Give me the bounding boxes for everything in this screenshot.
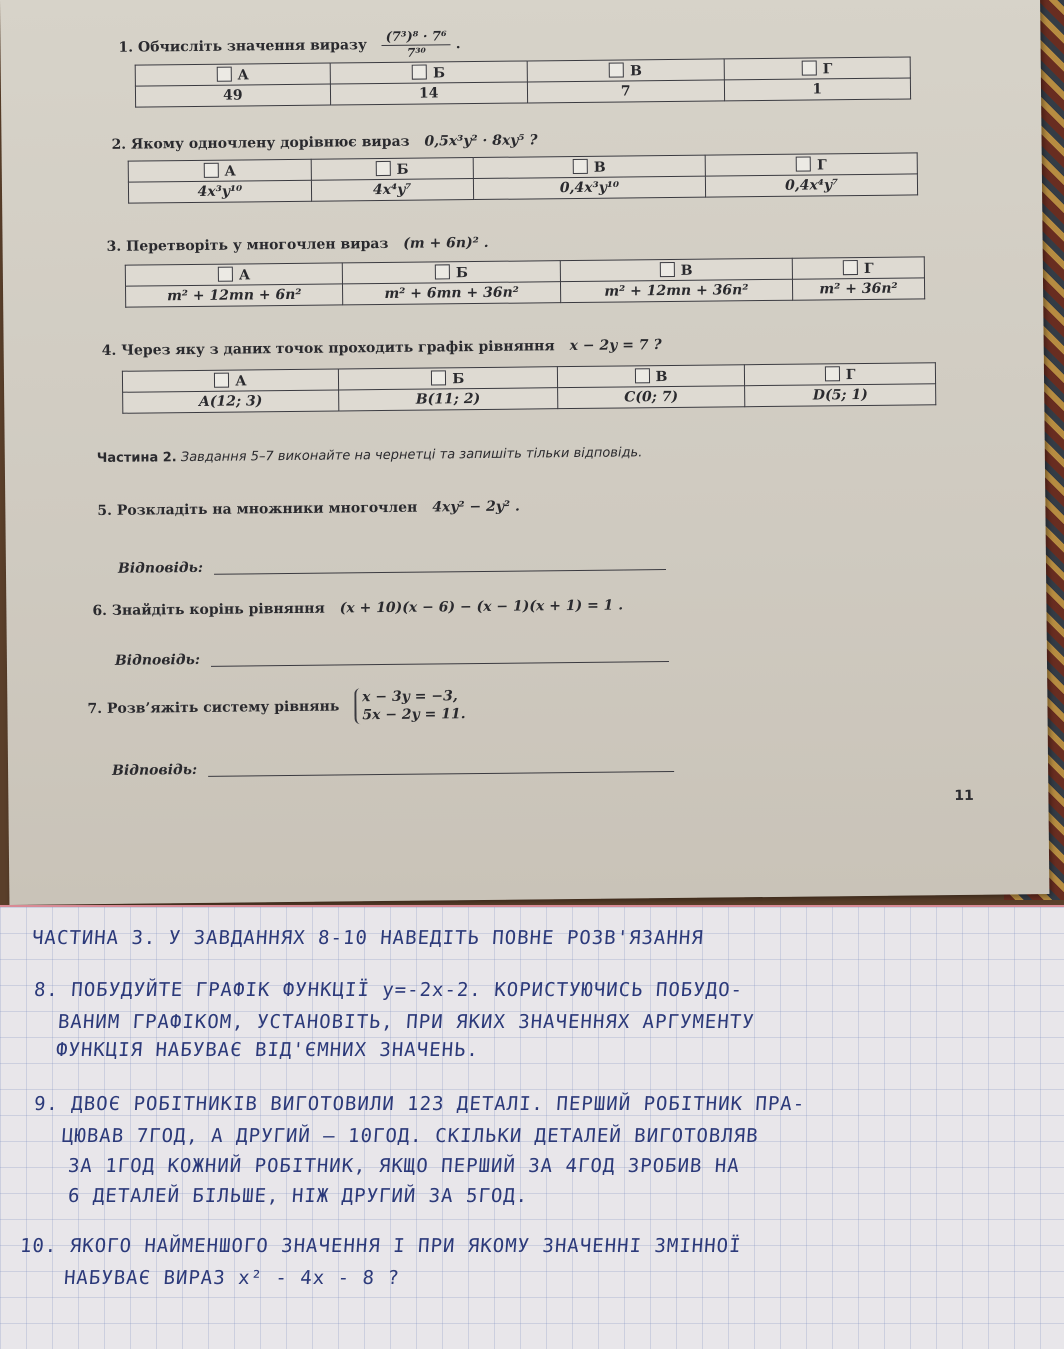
equation-1: x − 3y = −3, — [362, 688, 458, 706]
option-d-value: 1 — [724, 78, 911, 101]
option-letter: А — [238, 266, 251, 284]
question-2 — [111, 132, 537, 152]
option-letter: А — [235, 372, 247, 390]
option-b-header[interactable] — [311, 158, 473, 181]
checkbox-c[interactable] — [573, 158, 588, 173]
checkbox-d[interactable] — [825, 366, 840, 381]
checkbox-a[interactable] — [214, 372, 229, 387]
question-8-line-1: 8. ПОБУДУЙТЕ ГРАФІК ФУНКЦІЇ y=-2x-2. КОРИСТУЮЧИСЬ ПОБУДО- — [33, 979, 744, 1001]
question-5 — [97, 499, 520, 519]
option-b-value: 4x⁴y⁷ — [311, 179, 473, 202]
option-a-value: A(12; 3) — [123, 390, 339, 413]
question-1-label: 1. Обчисліть значення виразу — [118, 37, 367, 56]
option-c-value: 0,4x³y¹⁰ — [473, 176, 706, 199]
option-c-value: m² + 12mn + 36n² — [560, 279, 792, 302]
option-c-value: C(0; 7) — [557, 386, 745, 409]
question-6-expression: (x + 10)(x − 6) − (x − 1)(x + 1) = 1 . — [339, 597, 624, 617]
answer-line[interactable] — [208, 771, 674, 777]
part-2-instructions: Завдання 5–7 виконайте на чернетці та запишіть тільки відповідь. — [176, 445, 643, 466]
part-2-label: Частина 2. — [96, 450, 177, 467]
question-6 — [92, 598, 623, 620]
checkbox-a[interactable] — [216, 66, 231, 81]
checkbox-a[interactable] — [218, 266, 233, 281]
part-2-heading — [97, 445, 643, 466]
question-1-fraction — [382, 29, 451, 60]
option-c-header[interactable] — [473, 155, 706, 178]
checkbox-b[interactable] — [435, 264, 450, 279]
question-3 — [107, 235, 489, 255]
option-d-value: D(5; 1) — [745, 384, 936, 407]
option-b-header[interactable] — [343, 261, 561, 284]
option-a-value: m² + 12mn + 6n² — [126, 284, 344, 307]
question-6-label: 6. Знайдіть корінь рівняння — [92, 600, 325, 620]
option-letter: А — [237, 66, 249, 84]
option-letter: Б — [452, 370, 465, 387]
option-letter: Г — [822, 60, 833, 77]
checkbox-c[interactable] — [609, 62, 624, 77]
checkbox-b[interactable] — [431, 370, 446, 385]
option-letter: Г — [863, 260, 874, 277]
checkbox-c[interactable] — [634, 368, 649, 383]
answer-label: Відповідь: — [114, 651, 201, 669]
option-d-value: m² + 36n² — [792, 278, 924, 300]
option-d-header[interactable] — [705, 153, 917, 176]
option-letter: Б — [432, 64, 446, 81]
option-b-header[interactable] — [330, 61, 527, 84]
option-letter: Г — [816, 156, 827, 173]
option-a-header[interactable] — [135, 63, 330, 86]
option-letter: Б — [455, 264, 468, 281]
option-d-header[interactable] — [724, 57, 911, 80]
checkbox-d[interactable] — [802, 60, 817, 75]
option-a-header[interactable] — [128, 159, 311, 182]
question-1-tail: . — [455, 36, 461, 53]
option-letter: Б — [396, 161, 409, 178]
question-2-label: 2. Якому одночлену дорівнює вираз — [111, 133, 410, 153]
question-9-line-1: 9. ДВОЄ РОБІТНИКІВ ВИГОТОВИЛИ 123 ДЕТАЛІ. ПЕРШИЙ РОБІТНИК ПРА- — [33, 1093, 806, 1115]
option-a-header[interactable] — [125, 263, 343, 286]
question-3-label: 3. Перетворіть у многочлен вираз — [106, 235, 389, 255]
option-letter: В — [680, 262, 693, 279]
fraction-numerator: (7³)⁸ · 7⁶ — [382, 29, 451, 46]
checkbox-a[interactable] — [203, 162, 218, 177]
question-4-label: 4. Через яку з даних точок проходить графік рівняння — [101, 338, 555, 359]
checkbox-b[interactable] — [375, 160, 390, 175]
option-c-header[interactable] — [557, 365, 745, 388]
answer-label: Відповідь: — [111, 761, 198, 779]
question-8-line-3: ФУНКЦІЯ НАБУВАЄ ВІД'ЄМНИХ ЗНАЧЕНЬ. — [55, 1039, 480, 1061]
answer-7[interactable] — [112, 762, 197, 779]
option-c-header[interactable] — [527, 59, 724, 82]
question-4 — [102, 337, 662, 359]
question-2-expression: 0,5x³y² · 8xy⁵ ? — [424, 132, 538, 150]
option-letter: Г — [845, 366, 856, 383]
question-5-expression: 4xy² − 2y² . — [432, 498, 520, 516]
question-7 — [87, 687, 465, 727]
question-1 — [118, 29, 460, 63]
option-d-value: 0,4x⁴y⁷ — [706, 174, 918, 197]
fraction-denominator: 7³⁰ — [406, 45, 426, 60]
question-8-line-2: ВАНИМ ГРАФІКОМ, УСТАНОВІТЬ, ПРИ ЯКИХ ЗНАЧЕННЯХ АРГУМЕНТУ — [57, 1011, 756, 1033]
question-5-label: 5. Розкладіть на множники многочлен — [97, 499, 418, 520]
question-9-line-2: ЦЮВАВ 7ГОД, А ДРУГИЙ — 10ГОД. СКІЛЬКИ ДЕТАЛЕЙ ВИГОТОВЛЯВ — [61, 1125, 760, 1147]
question-10-line-1: 10. ЯКОГО НАЙМЕНШОГО ЗНАЧЕННЯ І ПРИ ЯКОМУ ЗНАЧЕННІ ЗМІННОЇ — [19, 1235, 743, 1257]
question-4-expression: x − 2y = 7 ? — [569, 337, 662, 355]
option-d-header[interactable] — [745, 363, 936, 386]
option-letter: А — [224, 163, 236, 180]
question-4-table — [122, 362, 936, 414]
option-letter: В — [629, 62, 642, 79]
option-c-header[interactable] — [560, 258, 792, 281]
question-3-table — [125, 256, 925, 307]
answer-line[interactable] — [211, 661, 669, 667]
option-c-value: 7 — [527, 80, 724, 103]
option-d-header[interactable] — [792, 257, 924, 279]
equation-2: 5x − 2y = 11. — [362, 706, 466, 724]
question-2-table — [128, 152, 918, 203]
answer-6[interactable] — [115, 652, 200, 669]
notebook-page — [0, 905, 1064, 1349]
checkbox-d[interactable] — [796, 156, 811, 171]
equation-system — [354, 687, 466, 724]
page-number: 11 — [954, 787, 974, 805]
option-b-header[interactable] — [338, 367, 557, 390]
option-a-value: 49 — [135, 84, 330, 107]
option-b-value: m² + 6mn + 36n² — [343, 282, 561, 305]
option-b-value: B(11; 2) — [338, 388, 557, 411]
question-7-label: 7. Розв’яжіть систему рівнянь — [87, 698, 340, 718]
part-3-heading: ЧАСТИНА 3. У ЗАВДАННЯХ 8-10 НАВЕДІТЬ ПОВНЕ РОЗВ'ЯЗАННЯ — [31, 927, 705, 949]
question-9-line-3: ЗА 1ГОД КОЖНИЙ РОБІТНИК, ЯКЩО ПЕРШИЙ ЗА 4ГОД ЗРОБИВ НА — [67, 1155, 741, 1177]
checkbox-c[interactable] — [660, 261, 675, 276]
option-a-header[interactable] — [122, 369, 338, 392]
question-3-expression: (m + 6n)² . — [403, 234, 489, 252]
answer-label: Відповідь: — [117, 559, 204, 577]
answer-line[interactable] — [214, 569, 666, 575]
question-10-line-2: НАБУВАЄ ВИРАЗ x² - 4x - 8 ? — [63, 1267, 401, 1289]
question-1-table — [135, 56, 911, 107]
question-9-line-4: 6 ДЕТАЛЕЙ БІЛЬШЕ, НІЖ ДРУГИЙ ЗА 5ГОД. — [67, 1185, 530, 1207]
checkbox-d[interactable] — [843, 260, 858, 275]
option-b-value: 14 — [330, 82, 527, 105]
answer-5[interactable] — [118, 560, 203, 577]
option-letter: В — [593, 159, 606, 176]
option-letter: В — [655, 368, 668, 385]
option-a-value: 4x³y¹⁰ — [128, 180, 311, 203]
checkbox-b[interactable] — [412, 64, 427, 79]
